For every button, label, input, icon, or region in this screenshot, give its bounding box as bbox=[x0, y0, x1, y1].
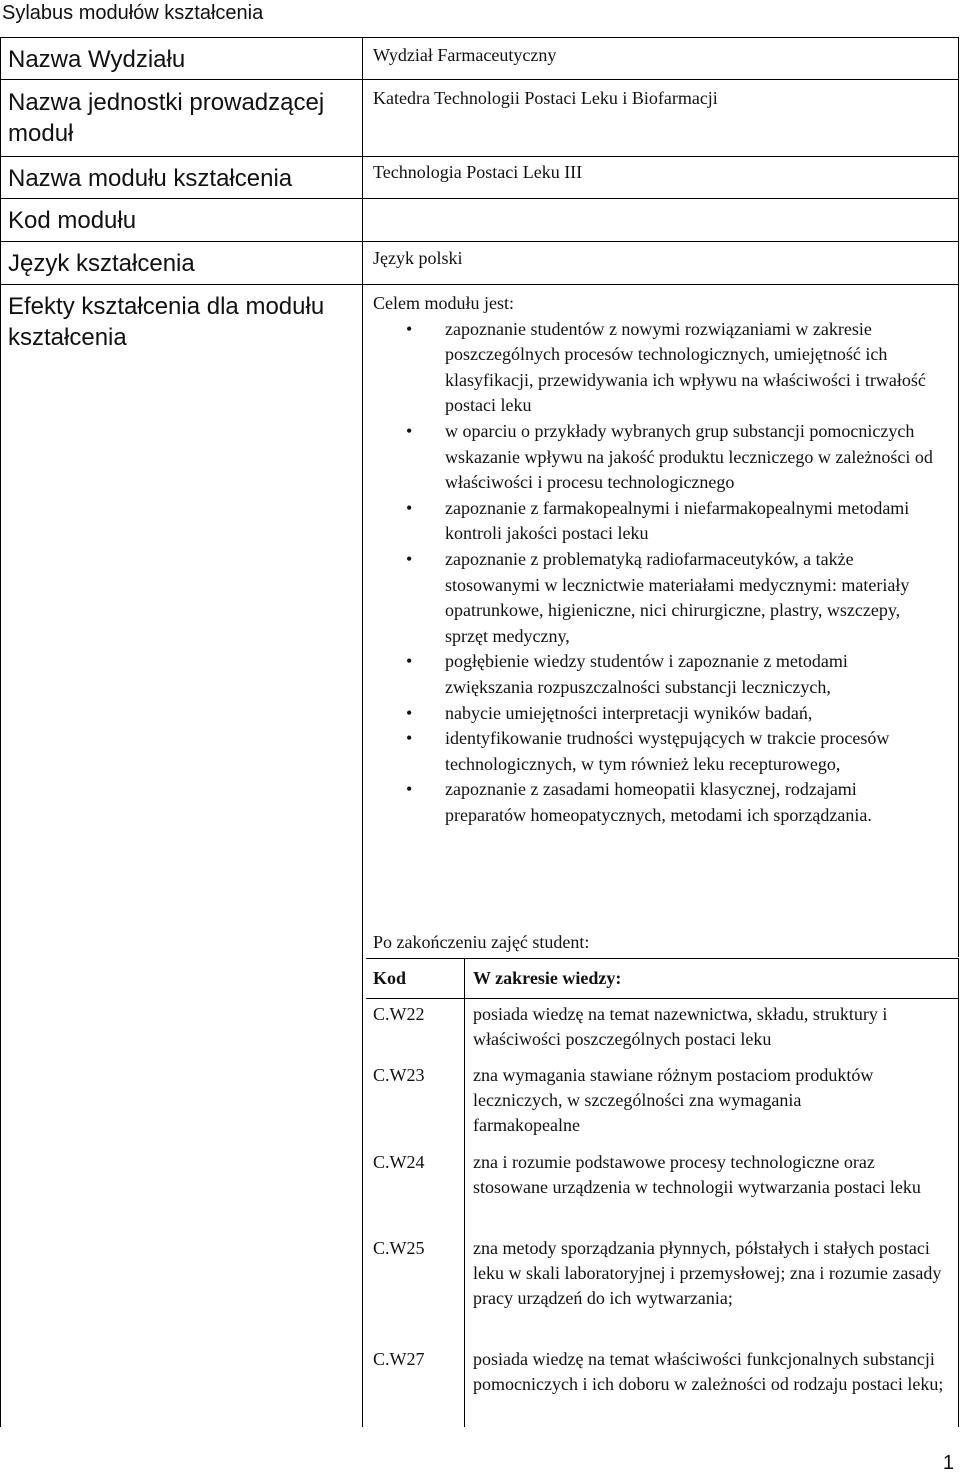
inner-table-header-divider bbox=[366, 998, 959, 999]
table-border-right bbox=[958, 37, 959, 957]
after-course-heading: Po zakończeniu zajęć student: bbox=[373, 932, 590, 952]
row-label-module-name: Nazwa modułu kształcenia bbox=[8, 165, 293, 192]
table-cell-code: C.W25 bbox=[373, 1238, 425, 1258]
table-cell-code: C.W27 bbox=[373, 1349, 425, 1369]
goal-item: • zapoznanie z problematyką radiofarmaceutyków, a także stosowanymi w lecznictwie materiałami medycznymi: materiały opatrunkowe, higieniczne, nici chirurgiczne, plastry, wszczepy, sprzęt medyczny, bbox=[373, 547, 933, 649]
table-border-middle bbox=[362, 37, 363, 1427]
inner-table-border-middle bbox=[464, 958, 465, 1427]
row-divider bbox=[0, 241, 959, 242]
table-cell-code: C.W24 bbox=[373, 1152, 425, 1172]
row-value-module-name: Technologia Postaci Leku III bbox=[373, 162, 583, 182]
table-cell-desc: posiada wiedzę na temat właściwości funkcjonalnych substancji pomocniczych i ich doboru w zależności od rodzaju postaci leku; bbox=[473, 1349, 944, 1394]
table-cell-desc: zna i rozumie podstawowe procesy technologiczne oraz stosowane urządzenia w technologii wytwarzania postaci leku bbox=[473, 1152, 921, 1197]
goals-intro: Celem modułu jest: bbox=[373, 293, 514, 313]
table-cell-desc: posiada wiedzę na temat nazewnictwa, składu, struktury i właściwości poszczególnych postaci leku bbox=[473, 1004, 888, 1049]
goal-item: • zapoznanie z zasadami homeopatii klasycznej, rodzajami preparatów homeopatycznych, metodami ich sporządzania. bbox=[373, 777, 933, 828]
goal-item: • zapoznanie z farmakopealnymi i niefarmakopealnymi metodami kontroli jakości postaci leku bbox=[373, 496, 933, 547]
goal-item: • zapoznanie studentów z nowymi rozwiązaniami w zakresie poszczególnych procesów technologicznych, umiejętność ich klasyfikacji, przewidywania ich wpływu na właściwości i trwałość postaci leku bbox=[373, 317, 933, 419]
row-divider bbox=[0, 79, 959, 80]
row-label-unit: Nazwa jednostki prowadzącej moduł bbox=[8, 89, 325, 147]
table-cell-desc: zna metody sporządzania płynnych, półstałych i stałych postaci leku w skali laboratoryjnej i przemysłowej; zna i rozumie zasady pracy urządzeń do ich wytwarzania; bbox=[473, 1238, 942, 1308]
inner-table-top bbox=[366, 958, 959, 959]
table-border-left bbox=[0, 37, 1, 1427]
goal-item: • pogłębienie wiedzy studentów i zapoznanie z metodami zwiększania rozpuszczalności substancji leczniczych, bbox=[373, 649, 933, 700]
row-label-learning-outcomes: Efekty kształcenia dla modułu kształcenia bbox=[8, 293, 325, 351]
table-cell-code: C.W23 bbox=[373, 1065, 425, 1085]
row-divider bbox=[0, 198, 959, 199]
row-divider bbox=[0, 156, 959, 157]
row-label-language: Język kształcenia bbox=[8, 250, 195, 277]
row-value-faculty: Wydział Farmaceutyczny bbox=[373, 45, 557, 65]
goal-item: • nabycie umiejętności interpretacji wyników badań, bbox=[373, 701, 933, 727]
row-label-faculty: Nazwa Wydziału bbox=[8, 46, 186, 73]
row-label-module-code: Kod modułu bbox=[8, 207, 137, 234]
table-header-code: Kod bbox=[373, 968, 407, 988]
row-value-unit: Katedra Technologii Postaci Leku i Biofarmacji bbox=[373, 88, 718, 108]
table-cell-desc: zna wymagania stawiane różnym postaciom produktów leczniczych, w szczególności zna wymagania farmakopealne bbox=[473, 1065, 874, 1135]
goals-list bbox=[373, 317, 933, 829]
document-title: Sylabus modułów kształcenia bbox=[2, 2, 264, 24]
page-number: 1 bbox=[942, 1452, 954, 1474]
table-border-top bbox=[0, 37, 959, 38]
goal-item: • identyfikowanie trudności występujących w trakcie procesów technologicznych, w tym również leku recepturowego, bbox=[373, 726, 933, 777]
table-cell-code: C.W22 bbox=[373, 1004, 425, 1024]
goal-item: • w oparciu o przykłady wybranych grup substancji pomocniczych wskazanie wpływu na jakość produktu leczniczego w zależności od właściwości i procesu technologicznego bbox=[373, 419, 933, 496]
row-divider bbox=[0, 284, 959, 285]
row-value-language: Język polski bbox=[373, 248, 463, 268]
goals-section bbox=[373, 291, 933, 828]
inner-table-border-right bbox=[958, 958, 959, 1427]
table-header-knowledge: W zakresie wiedzy: bbox=[473, 968, 622, 988]
